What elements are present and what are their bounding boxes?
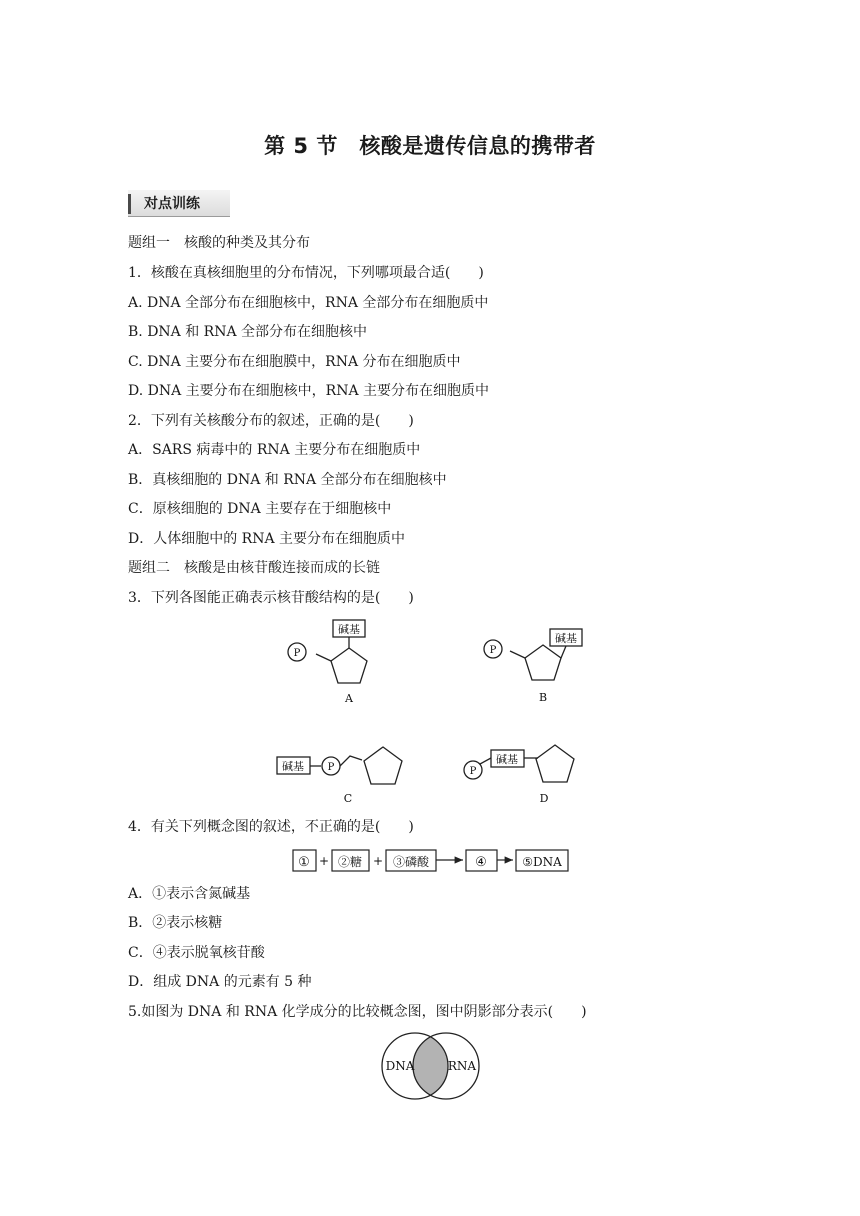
q4-option-a: A．①表示含氮碱基: [128, 886, 251, 902]
q1-option-b: B. DNA 和 RNA 全部分布在细胞核中: [128, 324, 368, 340]
figure-a-p-label: P: [293, 648, 301, 659]
section-tab-label: 对点训练: [144, 196, 200, 212]
q1-option-a: A. DNA 全部分布在细胞核中，RNA 全部分布在细胞质中: [128, 295, 489, 311]
concept-plus-2: +: [372, 854, 384, 868]
figure-a-base-label: 碱基: [338, 623, 360, 636]
figure-c-p-label: P: [327, 762, 335, 773]
group1-heading: 题组一 核酸的种类及其分布: [128, 235, 310, 251]
concept-plus-1: +: [318, 854, 330, 868]
group2-heading: 题组二 核酸是由核苷酸连接而成的长链: [128, 560, 380, 576]
figure-b-p-label: P: [489, 645, 497, 656]
figure-a-letter: A: [345, 692, 353, 705]
q5-stem: 5.如图为 DNA 和 RNA 化学成分的比较概念图，图中阴影部分表示( ): [128, 1004, 587, 1020]
venn-rna-label: RNA: [447, 1059, 477, 1073]
figure-d-letter: D: [539, 792, 549, 805]
q4-option-c: C．④表示脱氧核苷酸: [128, 945, 265, 961]
q1-option-c: C. DNA 主要分布在细胞膜中，RNA 分布在细胞质中: [128, 354, 461, 370]
q2-option-c: C．原核细胞的 DNA 主要存在于细胞核中: [128, 501, 392, 517]
figure-b-letter: B: [538, 691, 548, 704]
page-title: 第 5 节 核酸是遗传信息的携带者: [264, 134, 596, 158]
figure-c-letter: C: [343, 792, 353, 805]
q4-option-d: D．组成 DNA 的元素有 5 种: [128, 974, 312, 990]
concept-box-3-label: ③磷酸: [392, 855, 430, 869]
concept-box-5-label: ⑤DNA: [522, 855, 562, 869]
q2-option-d: D．人体细胞中的 RNA 主要分布在细胞质中: [128, 531, 406, 547]
figure-c-base-label: 碱基: [282, 760, 304, 773]
q1-stem: 1．核酸在真核细胞里的分布情况，下列哪项最合适( ): [128, 265, 484, 281]
concept-box-1-label: ①: [298, 855, 310, 870]
concept-box-4-label: ④: [475, 855, 487, 870]
q2-option-b: B．真核细胞的 DNA 和 RNA 全部分布在细胞核中: [128, 472, 447, 488]
concept-box-2-label: ②糖: [337, 855, 363, 869]
q2-option-a: A．SARS 病毒中的 RNA 主要分布在细胞质中: [128, 442, 421, 458]
figure-b-base-label: 碱基: [555, 632, 577, 645]
venn-dna-label: DNA: [385, 1059, 415, 1073]
q4-stem: 4．有关下列概念图的叙述，不正确的是( ): [128, 819, 414, 835]
figure-d-base-label: 碱基: [496, 753, 518, 766]
q3-stem: 3．下列各图能正确表示核苷酸结构的是( ): [128, 590, 414, 606]
q4-option-b: B．②表示核糖: [128, 915, 223, 931]
q2-stem: 2．下列有关核酸分布的叙述，正确的是( ): [128, 413, 414, 429]
q1-option-d: D. DNA 主要分布在细胞核中，RNA 主要分布在细胞质中: [128, 383, 490, 399]
figure-d-p-label: P: [469, 766, 477, 777]
